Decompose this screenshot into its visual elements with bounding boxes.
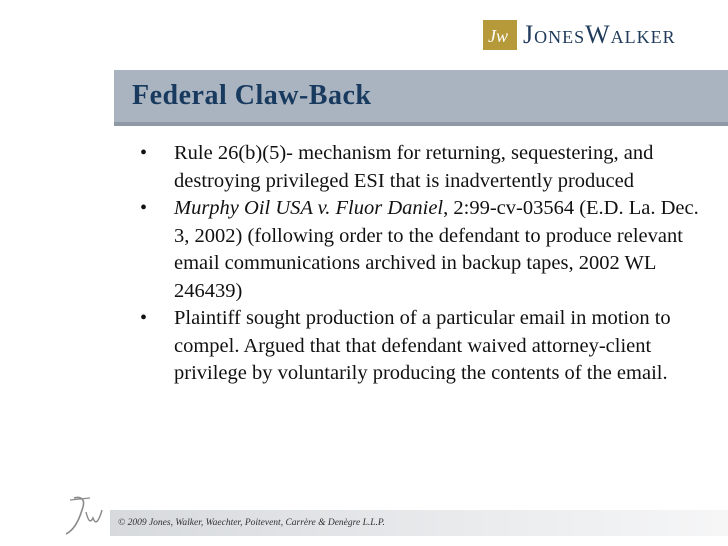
copyright-text: © 2009 Jones, Walker, Waechter, Poitevent, Carrère & Denègre L.L.P.	[118, 518, 385, 528]
bullet-item	[140, 140, 700, 195]
bullet-dot: •	[140, 197, 148, 219]
bullet-dot: •	[140, 142, 148, 164]
jones-walker-logo	[483, 18, 676, 52]
case-citation: , 2:99-cv-03564 (E.D. La. Dec. 3, 2002) (following order to the defendant to produce relevant email communications archived in backup tapes, 2002 WL 246439)	[174, 197, 699, 302]
svg-text:Jw: Jw	[488, 26, 508, 46]
bullet-text: Plaintiff sought production of a particular email in motion to compel. Argued that that defendant waived attorney-client privilege by voluntarily producing the contents of the email.	[174, 307, 671, 384]
slide-title: Federal Claw-Back	[132, 80, 372, 111]
jw-monogram-icon	[483, 20, 517, 50]
slide-body	[140, 140, 700, 388]
case-name: Murphy Oil USA v. Fluor Daniel	[174, 197, 444, 219]
bullet-item	[140, 195, 700, 305]
bullet-dot: •	[140, 307, 148, 329]
bullet-text	[174, 195, 700, 305]
bullet-text: Rule 26(b)(5)- mechanism for returning, sequestering, and destroying privileged ESI that is inadvertently produced	[174, 142, 654, 192]
jw-footer-monogram-icon	[60, 494, 110, 538]
bullet-item	[140, 305, 700, 388]
logo-wordmark: JonesWalker	[523, 20, 676, 49]
